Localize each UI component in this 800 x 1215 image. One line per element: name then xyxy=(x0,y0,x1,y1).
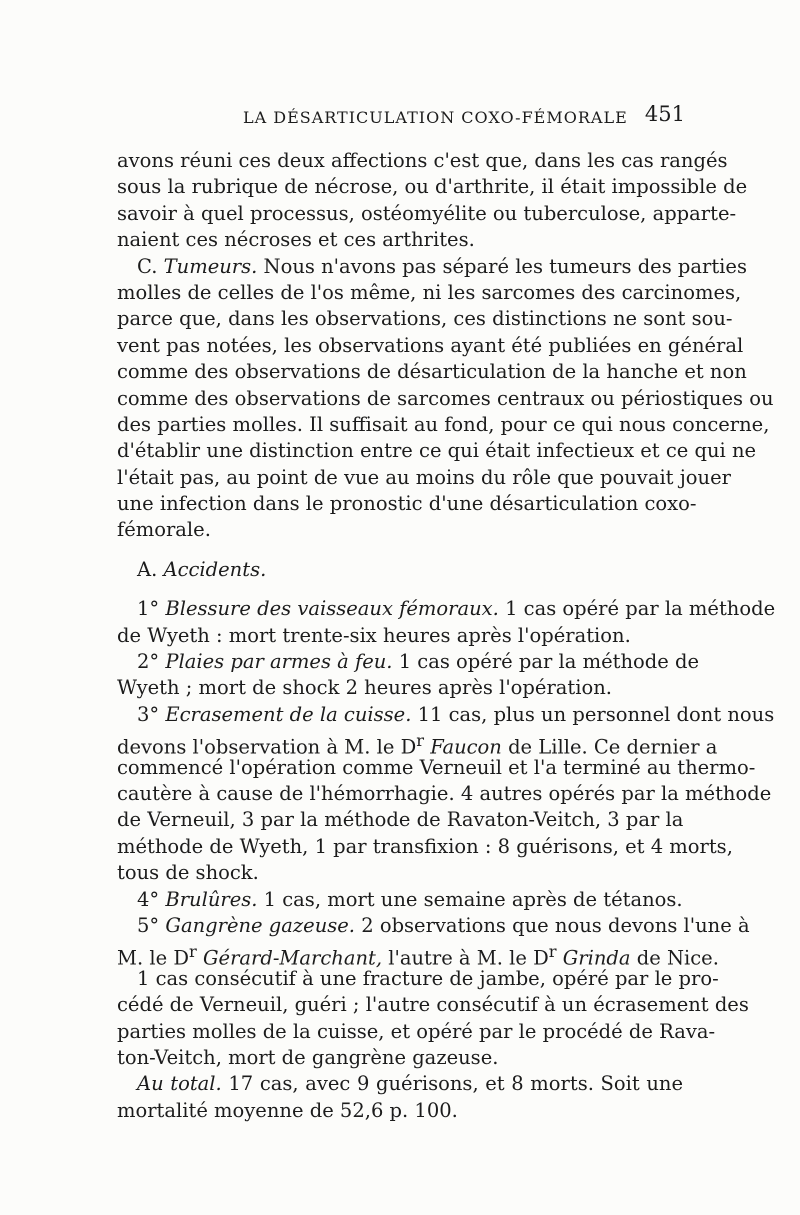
text-line: parce que, dans les observations, ces distinctions ne sont sou- xyxy=(117,307,733,331)
page-header xyxy=(115,100,685,136)
page-number: 451 xyxy=(644,102,685,126)
text-line: ton-Veitch, mort de gangrène gazeuse. xyxy=(117,1045,499,1069)
text-line: 1 cas consécutif à une fracture de jambe, opéré par le pro- xyxy=(137,966,719,990)
text-line: avons réuni ces deux affections c'est que, dans les cas rangés xyxy=(117,149,728,172)
text-line: méthode de Wyeth, 1 par transfixion : 8 guérisons, et 4 morts, xyxy=(117,834,733,858)
text-fragment: Nous n'avons pas séparé les tumeurs des parties xyxy=(263,254,747,278)
text-line xyxy=(117,702,775,728)
text-line: molles de celles de l'os même, ni les sarcomes des carcinomes, xyxy=(117,280,742,304)
running-title: LA DÉSARTICULATION COXO-FÉMORALE xyxy=(243,108,628,127)
item-title: Gangrène gazeuse. xyxy=(165,913,356,937)
text-fragment: 2 observations que nous devons l'une à xyxy=(361,913,750,937)
text-line: sous la rubrique de nécrose, ou d'arthrite, il était impossible de xyxy=(117,175,748,199)
text-line xyxy=(117,728,718,759)
text-line: de Verneuil, 3 par la méthode de Ravaton-Veitch, 3 par la xyxy=(117,808,684,832)
text-line: d'établir une distinction entre ce qui était infectieux et ce qui ne xyxy=(117,439,757,463)
item-title: Brulûres. xyxy=(165,887,258,911)
text-fragment: 1 cas opéré par la méthode xyxy=(505,597,776,621)
text-line xyxy=(117,254,747,280)
text-line: de Wyeth : mort trente-six heures après l'opération. xyxy=(117,623,631,647)
text-line: commencé l'opération comme Verneuil et l'a terminé au thermo- xyxy=(117,755,756,779)
section-gap xyxy=(117,583,683,596)
text-line: des parties molles. Il suffisait au fond, pour ce qui nous concerne, xyxy=(117,412,770,436)
item-title: Blessure des vaisseaux fémoraux. xyxy=(165,597,499,621)
text-line xyxy=(117,1071,683,1097)
text-line: une infection dans le pronostic d'une désarticulation coxo- xyxy=(117,492,697,516)
superscript: r xyxy=(188,942,197,962)
text-fragment: l'autre à M. le D xyxy=(388,946,549,970)
section-gap xyxy=(117,544,683,557)
section-label: A. xyxy=(137,557,158,581)
text-line: mortalité moyenne de 52,6 p. 100. xyxy=(117,1098,458,1122)
item-number: 3° xyxy=(137,702,160,726)
superscript: r xyxy=(548,942,557,962)
text-line: comme des observations de désarticulation de la hanche et non xyxy=(117,360,747,384)
text-line: parties molles de la cuisse, et opéré par le procédé de Rava- xyxy=(117,1019,716,1043)
text-line: naient ces nécroses et ces arthrites. xyxy=(117,228,475,252)
text-fragment: 11 cas, plus un personnel dont nous xyxy=(417,702,775,726)
item-number: 2° xyxy=(137,650,160,674)
text-line: cédé de Verneuil, guéri ; l'autre consécutif à un écrasement des xyxy=(117,993,749,1017)
text-line xyxy=(117,649,699,675)
text-line xyxy=(117,596,776,622)
text-line xyxy=(117,913,750,939)
text-fragment: 1 cas opéré par la méthode de xyxy=(398,650,699,674)
text-line: tous de shock. xyxy=(117,861,259,885)
text-line: Wyeth ; mort de shock 2 heures après l'opération. xyxy=(117,676,612,700)
text-line: fémorale. xyxy=(117,518,211,542)
text-line: comme des observations de sarcomes centraux ou périostiques ou xyxy=(117,386,774,410)
body-text xyxy=(117,148,776,1124)
item-title: Ecrasement de la cuisse. xyxy=(165,702,412,726)
text-fragment: de Lille. Ce dernier a xyxy=(508,735,718,759)
item-number: 4° xyxy=(137,887,160,911)
superscript: r xyxy=(416,731,425,751)
person-name: Faucon xyxy=(430,735,502,759)
text-line: l'était pas, au point de vue au moins du rôle que pouvait jouer xyxy=(117,465,731,489)
text-fragment: 1 cas, mort une semaine après de tétanos. xyxy=(263,887,683,911)
section-heading xyxy=(117,557,683,583)
item-number: 1° xyxy=(137,597,160,621)
total-title: Au total. xyxy=(137,1072,222,1096)
person-name: Grinda xyxy=(562,946,631,970)
person-name: Gérard-Marchant, xyxy=(202,946,383,970)
section-title: Accidents. xyxy=(163,557,267,581)
text-fragment: M. le D xyxy=(117,946,189,970)
section-label: C. xyxy=(137,254,158,278)
text-line: vent pas notées, les observations ayant été publiées en général xyxy=(117,333,744,357)
item-number: 5° xyxy=(137,913,160,937)
text-line: savoir à quel processus, ostéomyélite ou tuberculose, apparte- xyxy=(117,201,737,225)
text-line xyxy=(117,887,683,913)
text-fragment: de Nice. xyxy=(636,946,719,970)
text-fragment: devons l'observation à M. le D xyxy=(117,735,417,759)
item-title: Plaies par armes à feu. xyxy=(165,650,393,674)
text-fragment: 17 cas, avec 9 guérisons, et 8 morts. Soit une xyxy=(228,1072,683,1096)
text-line xyxy=(117,939,719,970)
section-title: Tumeurs. xyxy=(163,254,258,278)
text-line: cautère à cause de l'hémorrhagie. 4 autres opérés par la méthode xyxy=(117,781,772,805)
